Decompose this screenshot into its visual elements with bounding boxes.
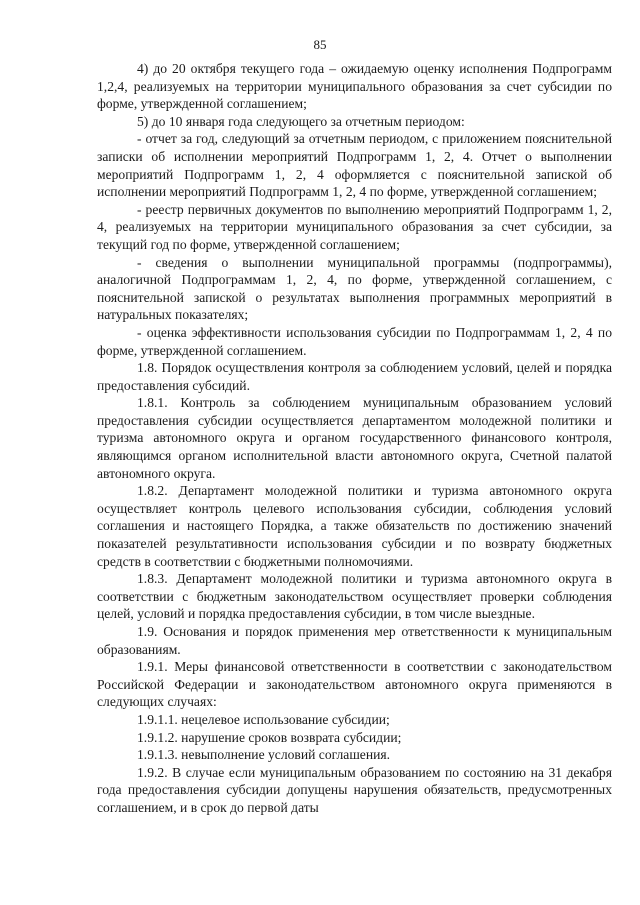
paragraph-1-8-3: 1.8.3. Департамент молодежной политики и туризма автономного округа в соответствии с бюджетным законодательством осуществляет проверки соблюдения целей, условий и порядка предоставления субсидии, в том числе выездные. [97,571,612,622]
paragraph-1-9-1-1: 1.9.1.1. нецелевое использование субсидии; [137,711,390,727]
paragraph-annual-report: - отчет за год, следующий за отчетным периодом, с приложением пояснительной записки об исполнении мероприятий Подпрограмм 1, 2, 4. Отчет о выполнении мероприятий Подпрограмм 1, 2, 4 оформляется с пояснительной запиской об исполнении мероприятий Подпрограмм 1, 2, 4 по форме, утвержденной соглашением; [97,131,612,200]
paragraph-1-9-2: 1.9.2. В случае если муниципальным образованием по состоянию на 31 декабря года предоставления субсидии допущены нарушения обязательств, предусмотренных соглашением, и в срок до первой даты [97,764,612,815]
paragraph-5-january: 5) до 10 января года следующего за отчетным периодом: [137,113,465,129]
paragraph-1-8-1: 1.8.1. Контроль за соблюдением муниципальным образованием условий предоставления субсидии осуществляется департаментом молодежной политики и туризма автономного округа и органом государственного финансового контроля, являющимся органом исполнительной власти автономного округа, Счетной палатой автономного округа. [97,395,612,481]
paragraph-subsidy-efficiency: - оценка эффективности использования субсидии по Подпрограммам 1, 2, 4 по форме, утвержденной соглашением. [97,324,612,358]
page-number: 85 [313,37,327,52]
paragraph-4-october: 4) до 20 октября текущего года – ожидаемую оценку исполнения Подпрограмм 1,2,4, реализуемых на территории муниципального образования за счет субсидии по форме, утвержденной соглашением; [97,61,612,112]
paragraph-1-9-1-2: 1.9.1.2. нарушение сроков возврата субсидии; [137,729,402,745]
paragraph-1-9-1-3: 1.9.1.3. невыполнение условий соглашения. [137,747,391,763]
paragraph-1-9-1: 1.9.1. Меры финансовой ответственности в соответствии с законодательством Российской Федерации и законодательством автономного округа применяются в следующих случаях: [97,659,612,710]
paragraph-program-execution-info: - сведения о выполнении муниципальной программы (подпрограммы), аналогичной Подпрограммам 1, 2, 4, по форме, утвержденной соглашением, с пояснительной запиской о результатах выполнения программных мероприятий в натуральных показателях; [97,254,612,323]
paragraph-primary-documents-registry: - реестр первичных документов по выполнению мероприятий Подпрограмм 1, 2, 4, реализуемых на территории муниципального образования за счет субсидии, за текущий год по форме, утвержденной соглашением; [97,201,612,252]
paragraph-1-8: 1.8. Порядок осуществления контроля за соблюдением условий, целей и порядка предоставления субсидий. [97,360,612,393]
paragraph-1-8-2: 1.8.2. Департамент молодежной политики и туризма автономного округа осуществляет контроль целевого использования субсидии, соблюдения условий соглашения и настоящего Порядка, а также обязательств по достижению значений показателей результативности использования субсидии и по возврату бюджетных средств в соответствии с бюджетными полномочиями. [97,483,612,569]
paragraph-1-9: 1.9. Основания и порядок применения мер ответственности к муниципальным образованиям. [97,624,612,657]
document-body [97,60,612,817]
